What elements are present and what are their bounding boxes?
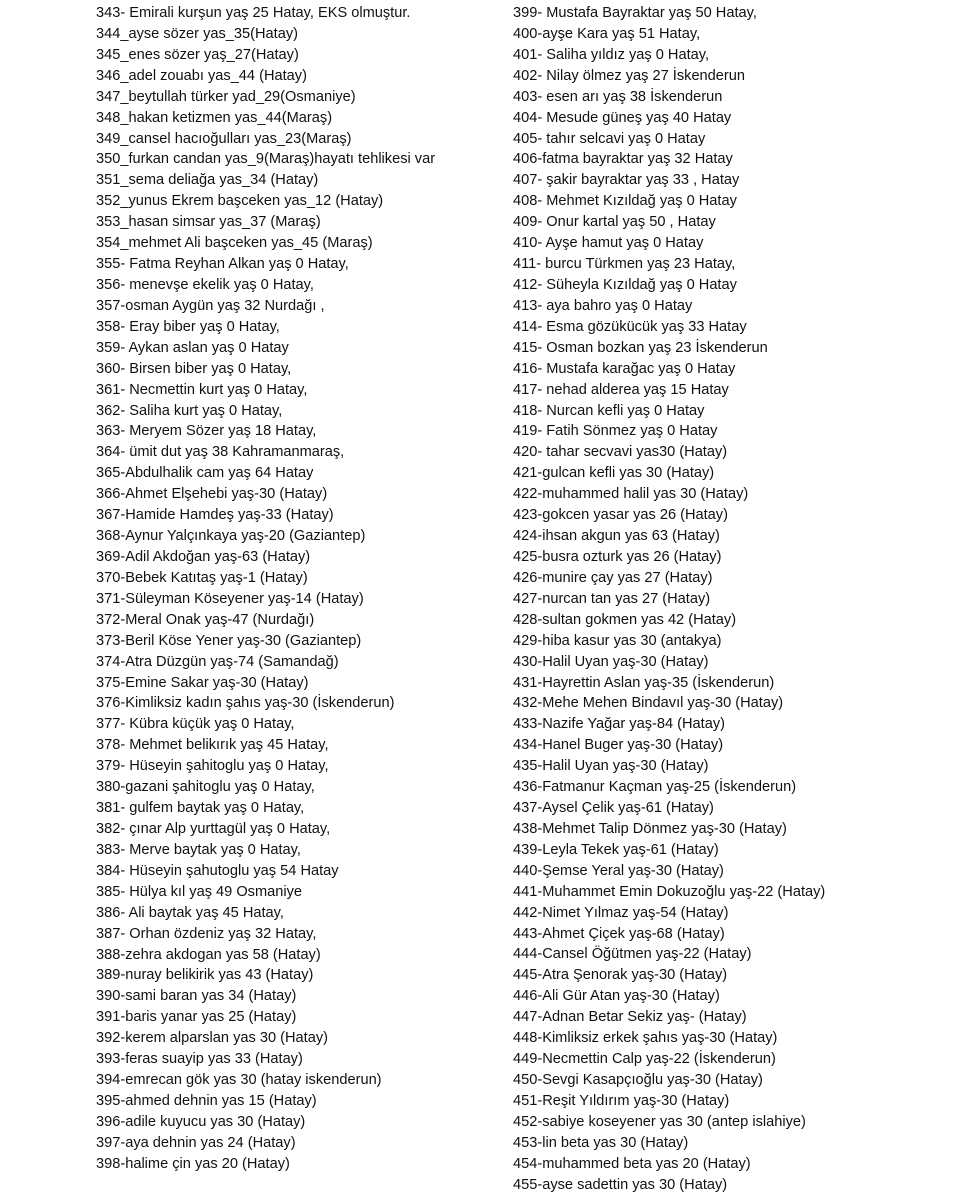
list-item: 413- aya bahro yaş 0 Hatay xyxy=(513,297,693,314)
list-item: 425-busra ozturk yas 26 (Hatay) xyxy=(513,548,722,565)
list-item: 451-Reşit Yıldırım yaş-30 (Hatay) xyxy=(513,1092,730,1109)
list-item: 393-feras suayip yas 33 (Hatay) xyxy=(96,1051,303,1068)
list-item: 365-Abdulhalik cam yaş 64 Hatay xyxy=(96,465,314,482)
list-item: 436-Fatmanur Kaçman yaş-25 (İskenderun) xyxy=(513,779,797,796)
list-item: 391-baris yanar yas 25 (Hatay) xyxy=(96,1009,297,1026)
list-item: 448-Kimliksiz erkek şahıs yaş-30 (Hatay) xyxy=(513,1030,778,1047)
list-item: 392-kerem alparslan yas 30 (Hatay) xyxy=(96,1030,328,1047)
list-item: 346_adel zouabı yas_44 (Hatay) xyxy=(96,67,307,84)
list-item: 361- Necmettin kurt yaş 0 Hatay, xyxy=(96,381,308,398)
list-item: 409- Onur kartal yaş 50 , Hatay xyxy=(513,214,716,231)
list-item: 347_beytullah türker yad_29(Osmaniye) xyxy=(96,88,356,105)
list-item: 385- Hülya kıl yaş 49 Osmaniye xyxy=(96,883,303,900)
list-item: 395-ahmed dehnin yas 15 (Hatay) xyxy=(96,1092,317,1109)
list-item: 364- ümit dut yaş 38 Kahramanmaraş, xyxy=(96,444,345,461)
list-item: 371-Süleyman Köseyener yaş-14 (Hatay) xyxy=(96,590,364,607)
list-item: 349_cansel hacıoğulları yas_23(Maraş) xyxy=(96,130,352,147)
list-item: 419- Fatih Sönmez yaş 0 Hatay xyxy=(513,423,718,440)
list-item: 394-emrecan gök yas 30 (hatay iskenderun) xyxy=(96,1072,382,1089)
list-item: 362- Saliha kurt yaş 0 Hatay, xyxy=(96,402,283,419)
list-item: 354_mehmet Ali başceken yas_45 (Maraş) xyxy=(96,235,373,252)
list-item: 359- Aykan aslan yaş 0 Hatay xyxy=(96,339,289,356)
list-item: 455-ayse sadettin yas 30 (Hatay) xyxy=(513,1176,728,1193)
list-item: 375-Emine Sakar yaş-30 (Hatay) xyxy=(96,674,309,691)
list-item: 443-Ahmet Çiçek yaş-68 (Hatay) xyxy=(513,925,725,942)
list-item: 350_furkan candan yas_9(Maraş)hayatı tehlikesi var xyxy=(96,151,436,168)
list-item: 345_enes sözer yaş_27(Hatay) xyxy=(96,46,299,63)
list-item: 415- Osman bozkan yaş 23 İskenderun xyxy=(513,339,768,356)
list-item: 433-Nazife Yağar yaş-84 (Hatay) xyxy=(513,716,725,733)
list-item: 355- Fatma Reyhan Alkan yaş 0 Hatay, xyxy=(96,256,349,273)
list-item: 405- tahır selcavi yaş 0 Hatay xyxy=(513,130,706,147)
list-item: 388-zehra akdogan yas 58 (Hatay) xyxy=(96,946,321,963)
list-item: 435-Halil Uyan yaş-30 (Hatay) xyxy=(513,758,709,775)
list-item: 373-Beril Köse Yener yaş-30 (Gaziantep) xyxy=(96,632,362,649)
list-item: 449-Necmettin Calp yaş-22 (İskenderun) xyxy=(513,1051,776,1068)
list-item: 429-hiba kasur yas 30 (antakya) xyxy=(513,632,722,649)
list-item: 353_hasan simsar yas_37 (Maraş) xyxy=(96,214,321,231)
list-item: 356- menevşe ekelik yaş 0 Hatay, xyxy=(96,277,314,293)
list-item: 378- Mehmet belikırık yaş 45 Hatay, xyxy=(96,737,329,754)
list-item: 397-aya dehnin yas 24 (Hatay) xyxy=(96,1134,296,1151)
list-item: 383- Merve baytak yaş 0 Hatay, xyxy=(96,841,301,858)
list-item: 416- Mustafa karağac yaş 0 Hatay xyxy=(513,360,736,377)
list-item: 422-muhammed halil yas 30 (Hatay) xyxy=(513,486,749,503)
list-item: 352_yunus Ekrem başceken yas_12 (Hatay) xyxy=(96,193,384,210)
list-item: 372-Meral Onak yaş-47 (Nurdağı) xyxy=(96,611,315,628)
list-item: 408- Mehmet Kızıldağ yaş 0 Hatay xyxy=(513,193,737,210)
list-item: 445-Atra Şenorak yaş-30 (Hatay) xyxy=(513,967,728,984)
right-column-list xyxy=(513,3,958,1196)
list-item: 374-Atra Düzgün yaş-74 (Samandağ) xyxy=(96,653,339,670)
list-item: 431-Hayrettin Aslan yaş-35 (İskenderun) xyxy=(513,674,775,691)
list-item: 399- Mustafa Bayraktar yaş 50 Hatay, xyxy=(513,5,757,21)
list-item: 432-Mehe Mehen Bindavıl yaş-30 (Hatay) xyxy=(513,695,784,712)
list-item: 412- Süheyla Kızıldağ yaş 0 Hatay xyxy=(513,276,737,293)
list-item: 396-adile kuyucu yas 30 (Hatay) xyxy=(96,1113,306,1130)
list-item: 386- Ali baytak yaş 45 Hatay, xyxy=(96,904,284,921)
list-item: 377- Kübra küçük yaş 0 Hatay, xyxy=(96,716,295,733)
list-item: 410- Ayşe hamut yaş 0 Hatay xyxy=(513,235,704,252)
list-item: 417- nehad alderea yaş 15 Hatay xyxy=(513,381,729,398)
list-item: 406-fatma bayraktar yaş 32 Hatay xyxy=(513,151,733,168)
list-item: 381- gulfem baytak yaş 0 Hatay, xyxy=(96,800,305,817)
list-item: 441-Muhammet Emin Dokuzoğlu yaş-22 (Hatay) xyxy=(513,883,826,900)
list-item: 414- Esma gözükücük yaş 33 Hatay xyxy=(513,318,747,335)
list-item: 390-sami baran yas 34 (Hatay) xyxy=(96,988,297,1005)
list-item: 357-osman Aygün yaş 32 Nurdağı , xyxy=(96,297,325,314)
list-item: 437-Aysel Çelik yaş-61 (Hatay) xyxy=(513,800,714,817)
list-item: 428-sultan gokmen yas 42 (Hatay) xyxy=(513,611,737,628)
list-item: 426-munire çay yas 27 (Hatay) xyxy=(513,569,713,586)
list-item: 351_sema deliağa yas_34 (Hatay) xyxy=(96,172,319,189)
list-item: 421-gulcan kefli yas 30 (Hatay) xyxy=(513,465,715,482)
list-item: 348_hakan ketizmen yas_44(Maraş) xyxy=(96,109,333,126)
list-item: 344_ayse sözer yas_35(Hatay) xyxy=(96,25,298,42)
list-item: 401- Saliha yıldız yaş 0 Hatay, xyxy=(513,46,710,63)
list-item: 387- Orhan özdeniz yaş 32 Hatay, xyxy=(96,925,317,942)
list-item: 402- Nilay ölmez yaş 27 İskenderun xyxy=(513,67,745,84)
list-item: 376-Kimliksiz kadın şahıs yaş-30 (İskenderun) xyxy=(96,695,395,712)
list-item: 380-gazani şahitoglu yaş 0 Hatay, xyxy=(96,779,315,796)
list-item: 427-nurcan tan yas 27 (Hatay) xyxy=(513,590,711,607)
list-item: 369-Adil Akdoğan yaş-63 (Hatay) xyxy=(96,548,311,565)
list-item: 363- Meryem Sözer yaş 18 Hatay, xyxy=(96,423,317,440)
list-item: 384- Hüseyin şahutoglu yaş 54 Hatay xyxy=(96,862,339,879)
list-item: 400-ayşe Kara yaş 51 Hatay, xyxy=(513,25,701,42)
list-item: 450-Sevgi Kasapçıoğlu yaş-30 (Hatay) xyxy=(513,1072,763,1089)
list-item: 398-halime çin yas 20 (Hatay) xyxy=(96,1155,290,1172)
list-item: 367-Hamide Hamdeş yaş-33 (Hatay) xyxy=(96,507,334,524)
list-item: 434-Hanel Buger yaş-30 (Hatay) xyxy=(513,737,724,754)
list-item: 444-Cansel Öğütmen yaş-22 (Hatay) xyxy=(513,946,752,963)
list-item: 447-Adnan Betar Sekiz yaş- (Hatay) xyxy=(513,1009,747,1026)
list-item: 360- Birsen biber yaş 0 Hatay, xyxy=(96,360,292,377)
list-item: 430-Halil Uyan yaş-30 (Hatay) xyxy=(513,653,709,670)
list-item: 442-Nimet Yılmaz yaş-54 (Hatay) xyxy=(513,904,729,921)
list-item: 411- burcu Türkmen yaş 23 Hatay, xyxy=(513,256,736,273)
list-item: 452-sabiye koseyener yas 30 (antep islahiye) xyxy=(513,1113,806,1130)
list-item: 368-Aynur Yalçınkaya yaş-20 (Gaziantep) xyxy=(96,528,366,545)
list-item: 418- Nurcan kefli yaş 0 Hatay xyxy=(513,402,705,419)
list-item: 453-lin beta yas 30 (Hatay) xyxy=(513,1134,689,1151)
list-item: 446-Ali Gür Atan yaş-30 (Hatay) xyxy=(513,988,720,1005)
list-item: 440-Şemse Yeral yaş-30 (Hatay) xyxy=(513,862,724,879)
list-item: 403- esen arı yaş 38 İskenderun xyxy=(513,88,723,105)
list-item: 358- Eray biber yaş 0 Hatay, xyxy=(96,318,280,335)
list-item: 407- şakir bayraktar yaş 33 , Hatay xyxy=(513,172,740,189)
list-item: 370-Bebek Katıtaş yaş-1 (Hatay) xyxy=(96,569,308,586)
list-item: 389-nuray belikirik yas 43 (Hatay) xyxy=(96,967,314,984)
list-item: 454-muhammed beta yas 20 (Hatay) xyxy=(513,1155,751,1172)
list-item: 404- Mesude güneş yaş 40 Hatay xyxy=(513,109,732,126)
list-item: 343- Emirali kurşun yaş 25 Hatay, EKS olmuştur. xyxy=(96,5,411,21)
list-item: 423-gokcen yasar yas 26 (Hatay) xyxy=(513,507,728,524)
list-item: 382- çınar Alp yurttagül yaş 0 Hatay, xyxy=(96,820,331,837)
list-item: 438-Mehmet Talip Dönmez yaş-30 (Hatay) xyxy=(513,820,787,837)
list-item: 366-Ahmet Elşehebi yaş-30 (Hatay) xyxy=(96,486,328,503)
list-item: 439-Leyla Tekek yaş-61 (Hatay) xyxy=(513,841,719,858)
list-item: 420- tahar secvavi yas30 (Hatay) xyxy=(513,444,728,461)
list-item: 424-ihsan akgun yas 63 (Hatay) xyxy=(513,528,720,545)
left-column-list xyxy=(96,3,496,1175)
list-item: 379- Hüseyin şahitoglu yaş 0 Hatay, xyxy=(96,758,329,775)
